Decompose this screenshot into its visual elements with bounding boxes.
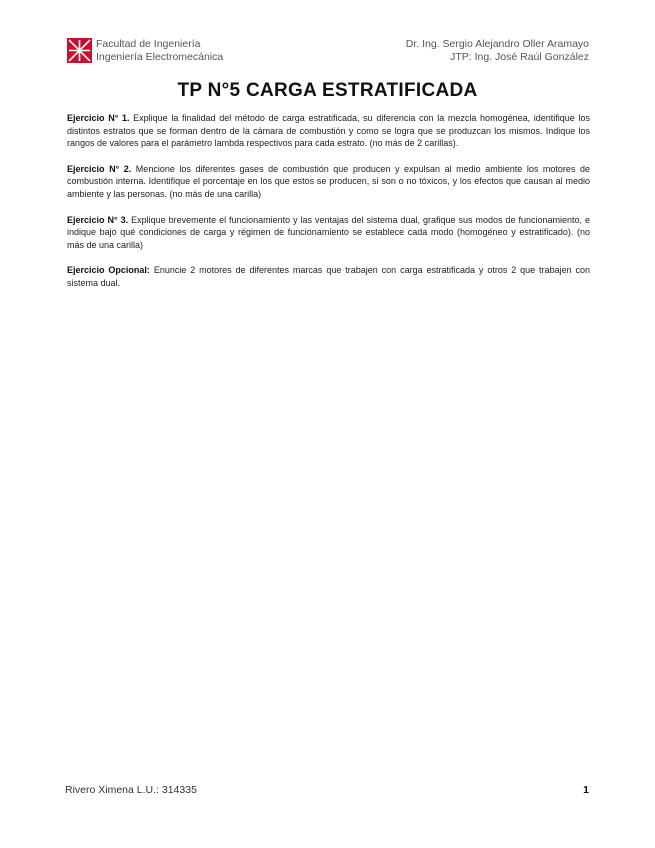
exercise-optional: [67, 264, 590, 289]
exercise-text: Mencione los diferentes gases de combustión que producen y expulsan al medio ambiente los motores de combustión interna. Identifique el porcentaje en los que estos se producen, si son o no tóxicos, y los efectos que causan al medio ambiente y las personas. (no más de una carilla): [67, 163, 590, 199]
page-footer: [65, 784, 589, 796]
exercise-label: Ejercicio N° 3.: [67, 214, 129, 225]
assistant-name: JTP: Ing. José Raúl González: [450, 51, 589, 63]
exercise-label: Ejercicio Opcional:: [67, 265, 150, 276]
exercise-1: [67, 112, 590, 150]
exercise-text: Explique la finalidad del método de carga estratificada, su diferencia con la mezcla homogénea, identifique los distintos estratos que se forman dentro de la cámara de combustión y como se logra que se produzcan los mismos. Indique los rangos de valores para el parámetro lambda respectivos para cada estrato. (no más de 2 carillas).: [67, 113, 590, 149]
exercise-label: Ejercicio N° 1.: [67, 113, 130, 123]
faculty-name: Facultad de Ingeniería: [96, 38, 201, 50]
exercise-label: Ejercicio N° 2.: [67, 163, 132, 174]
exercise-text: Explique brevemente el funcionamiento y las ventajas del sistema dual, grafique sus modos de funcionamiento, e indique bajo qué condiciones de carga y régimen de funcionamiento se establece cada modo (homogéneo y estratificado). (no más de una carilla): [67, 214, 590, 250]
page-header: [67, 38, 589, 64]
page-number: 1: [583, 784, 589, 796]
department-name: Ingeniería Electromecánica: [96, 51, 224, 63]
faculty-logo-icon: [67, 38, 92, 63]
exercise-3: [67, 214, 590, 252]
instructors-info: [406, 38, 589, 64]
exercise-text: Enuncie 2 motores de diferentes marcas que trabajen con carga estratificada y otros 2 que trabajen con sistema dual.: [67, 265, 590, 288]
exercise-list: [67, 112, 590, 303]
exercise-2: [67, 163, 590, 201]
document-title: TP N°5 CARGA ESTRATIFICADA: [177, 80, 478, 101]
professor-name: Dr. Ing. Sergio Alejandro Oller Aramayo: [405, 38, 589, 50]
student-info: Rivero Ximena L.U.: 314335: [65, 784, 197, 796]
faculty-info: [96, 38, 223, 64]
